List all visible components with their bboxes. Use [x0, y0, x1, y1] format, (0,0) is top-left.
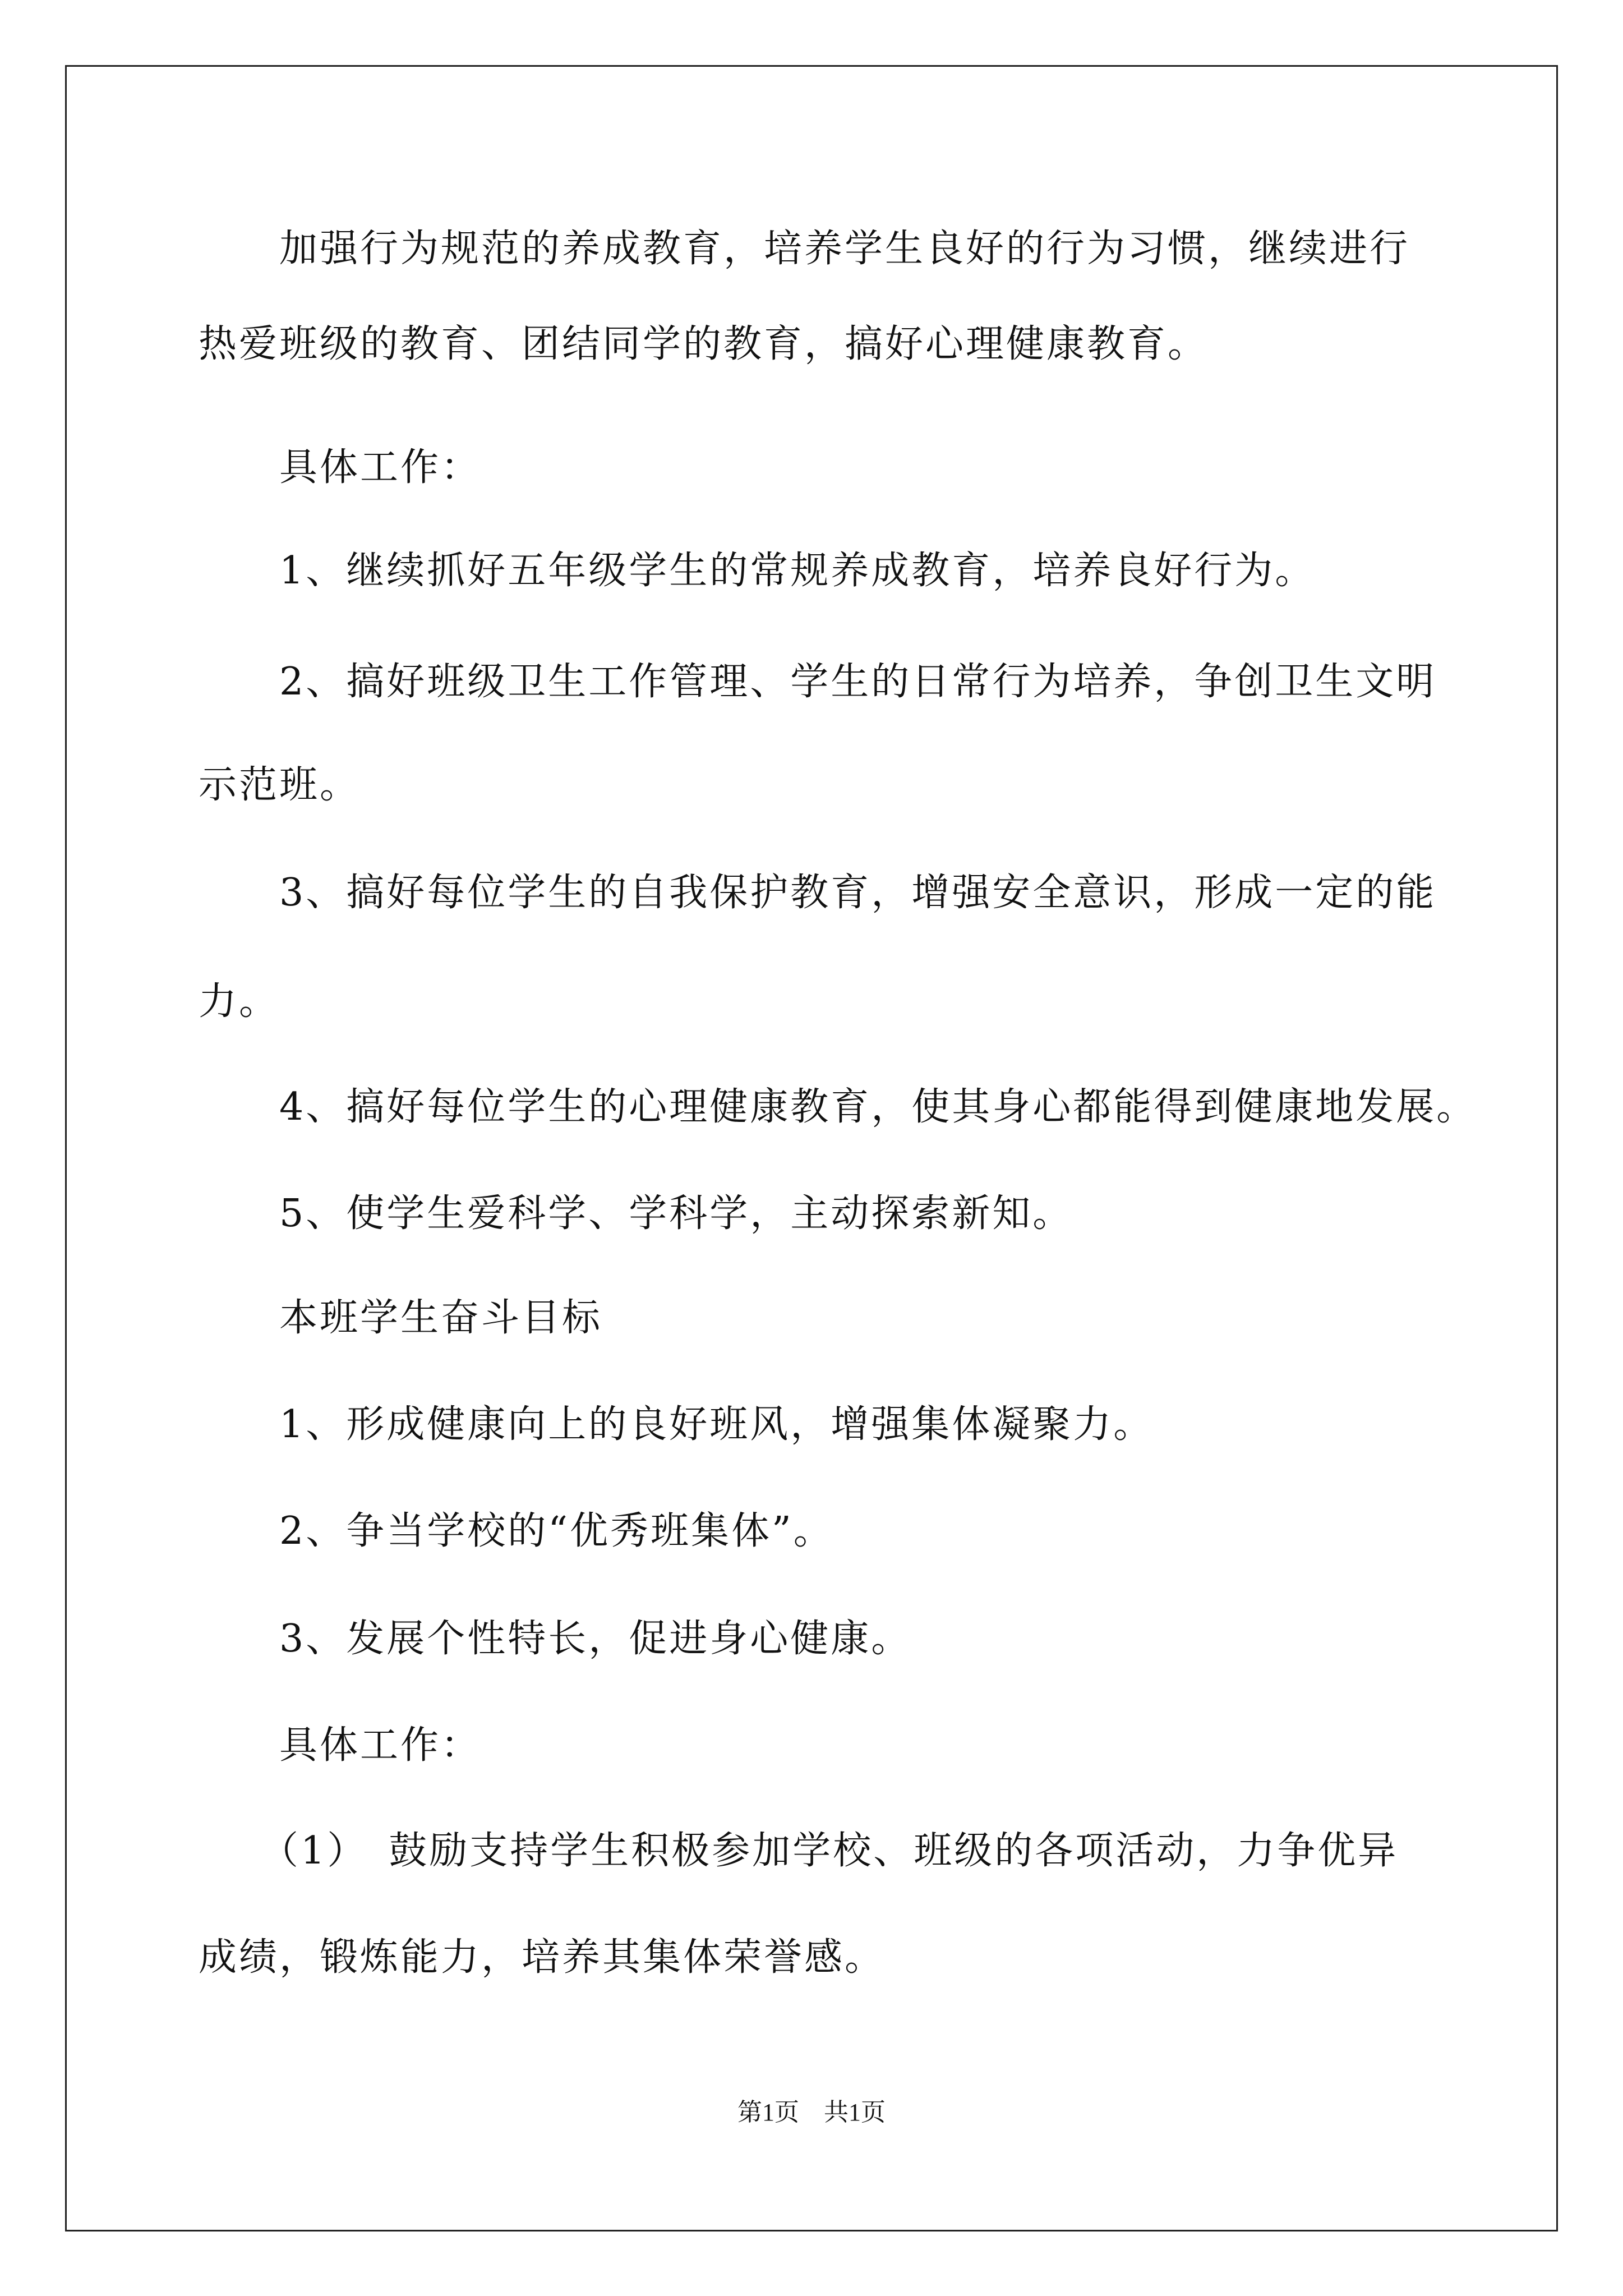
- paragraph-line: 具体工作：: [199, 445, 482, 490]
- paragraph-line: 5、使学生爱科学、学科学，主动探索新知。: [199, 1191, 1073, 1236]
- paragraph-line: 2、争当学校的“优秀班集体”。: [199, 1509, 834, 1553]
- paragraph-line: 3、搞好每位学生的自我保护教育，增强安全意识，形成一定的能: [199, 871, 1437, 915]
- paragraph-line: 示范班。: [199, 763, 361, 807]
- paragraph-line: 力。: [199, 979, 280, 1024]
- paragraph-line: 热爱班级的教育、团结同学的教育，搞好心理健康教育。: [199, 322, 1209, 366]
- paragraph-line: 1、继续抓好五年级学生的常规养成教育，培养良好行为。: [199, 549, 1316, 593]
- paragraph-line: 本班学生奋斗目标: [199, 1296, 603, 1340]
- paragraph-line: （1） 鼓励支持学生积极参加学校、班级的各项活动，力争优异: [199, 1829, 1399, 1873]
- paragraph-line: 1、形成健康向上的良好班风，增强集体凝聚力。: [199, 1402, 1154, 1447]
- paragraph-line: 2、搞好班级卫生工作管理、学生的日常行为培养，争创卫生文明: [199, 660, 1437, 704]
- paragraph-line: 加强行为规范的养成教育，培养学生良好的行为习惯，继续进行: [199, 227, 1410, 271]
- paragraph-line: 4、搞好每位学生的心理健康教育，使其身心都能得到健康地发展。: [199, 1085, 1477, 1129]
- paragraph-line: 具体工作：: [199, 1723, 482, 1768]
- paragraph-line: 3、发展个性特长，促进身心健康。: [199, 1617, 912, 1661]
- page-border: [65, 65, 1558, 2231]
- page-footer: 第1页 共1页: [737, 2099, 886, 2126]
- paragraph-line: 成绩，锻炼能力，培养其集体荣誉感。: [199, 1935, 886, 1980]
